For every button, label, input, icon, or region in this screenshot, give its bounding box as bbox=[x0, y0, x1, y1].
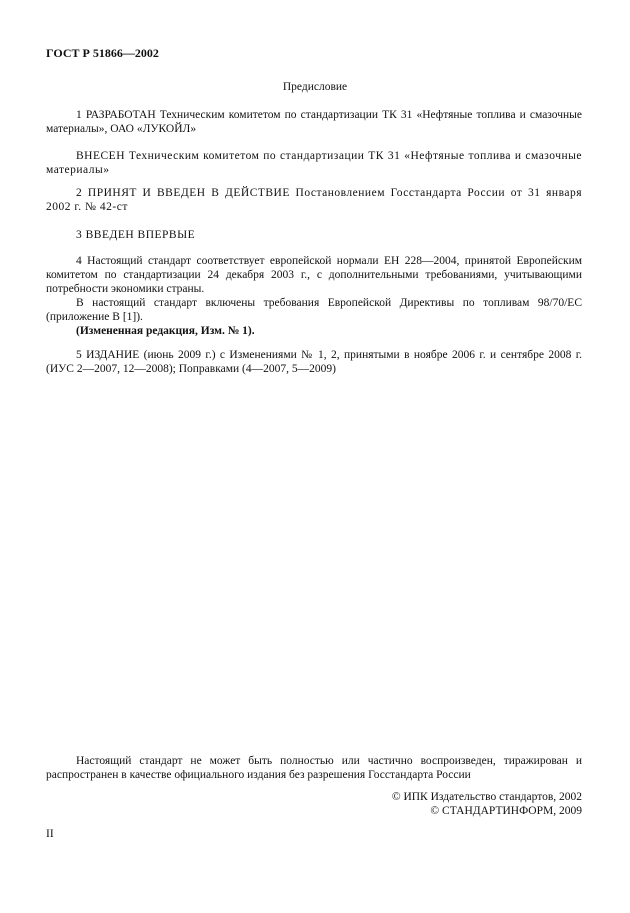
item-edition bbox=[46, 348, 582, 376]
standard-code-header: ГОСТ Р 51866—2002 bbox=[46, 46, 159, 60]
item-developed-text: 1 РАЗРАБОТАН Техническим комитетом по стандартизации ТК 31 «Нефтяные топлива и смазочные материалы», ОАО «ЛУКОЙЛ» bbox=[46, 109, 582, 135]
page-title: Предисловие bbox=[282, 81, 348, 93]
copyright-block bbox=[392, 790, 582, 818]
item-conformity-text: 4 Настоящий стандарт соответствует европейской нормали ЕН 228—2004, принятой Европейским комитетом по стандартизации 24 декабря 2003 г., с дополнительными требованиями, учитывающими потребности экономики страны. bbox=[46, 255, 582, 295]
item-developed bbox=[46, 108, 582, 136]
page-number: II bbox=[46, 828, 54, 840]
copyright-line-standartinform: © СТАНДАРТИНФОРМ, 2009 bbox=[430, 805, 582, 817]
copyright-line-publisher: © ИПК Издательство стандартов, 2002 bbox=[391, 791, 582, 803]
item-adopted bbox=[46, 186, 582, 214]
reproduction-notice bbox=[46, 754, 582, 782]
item-conformity bbox=[46, 254, 582, 338]
item-first-time-text: 3 ВВЕДЕН ВПЕРВЫЕ bbox=[76, 229, 196, 241]
item-introduced bbox=[46, 149, 582, 177]
reproduction-notice-text: Настоящий стандарт не может быть полностью или частично воспроизведен, тиражирован и распространен в качестве официального издания без разрешения Госстандарта России bbox=[46, 755, 582, 781]
item-first-time bbox=[46, 228, 582, 242]
item-introduced-text: ВНЕСЕН Техническим комитетом по стандартизации ТК 31 «Нефтяные топлива и смазочные материалы» bbox=[46, 150, 582, 176]
amendment-note: (Измененная редакция, Изм. № 1). bbox=[76, 325, 255, 337]
item-edition-text: 5 ИЗДАНИЕ (июнь 2009 г.) с Изменениями № 1, 2, принятыми в ноябре 2006 г. и сентябре 2008 г. (ИУС 2—2007, 12—2008); Поправками (4—2007, 5—2009) bbox=[46, 349, 582, 375]
item-directive-text: В настоящий стандарт включены требования Европейской Директивы по топливам 98/70/ЕС (приложение В [1]). bbox=[46, 297, 582, 323]
item-adopted-text: 2 ПРИНЯТ И ВВЕДЕН В ДЕЙСТВИЕ Постановлением Госстандарта России от 31 января 2002 г. № 42-ст bbox=[46, 187, 582, 213]
